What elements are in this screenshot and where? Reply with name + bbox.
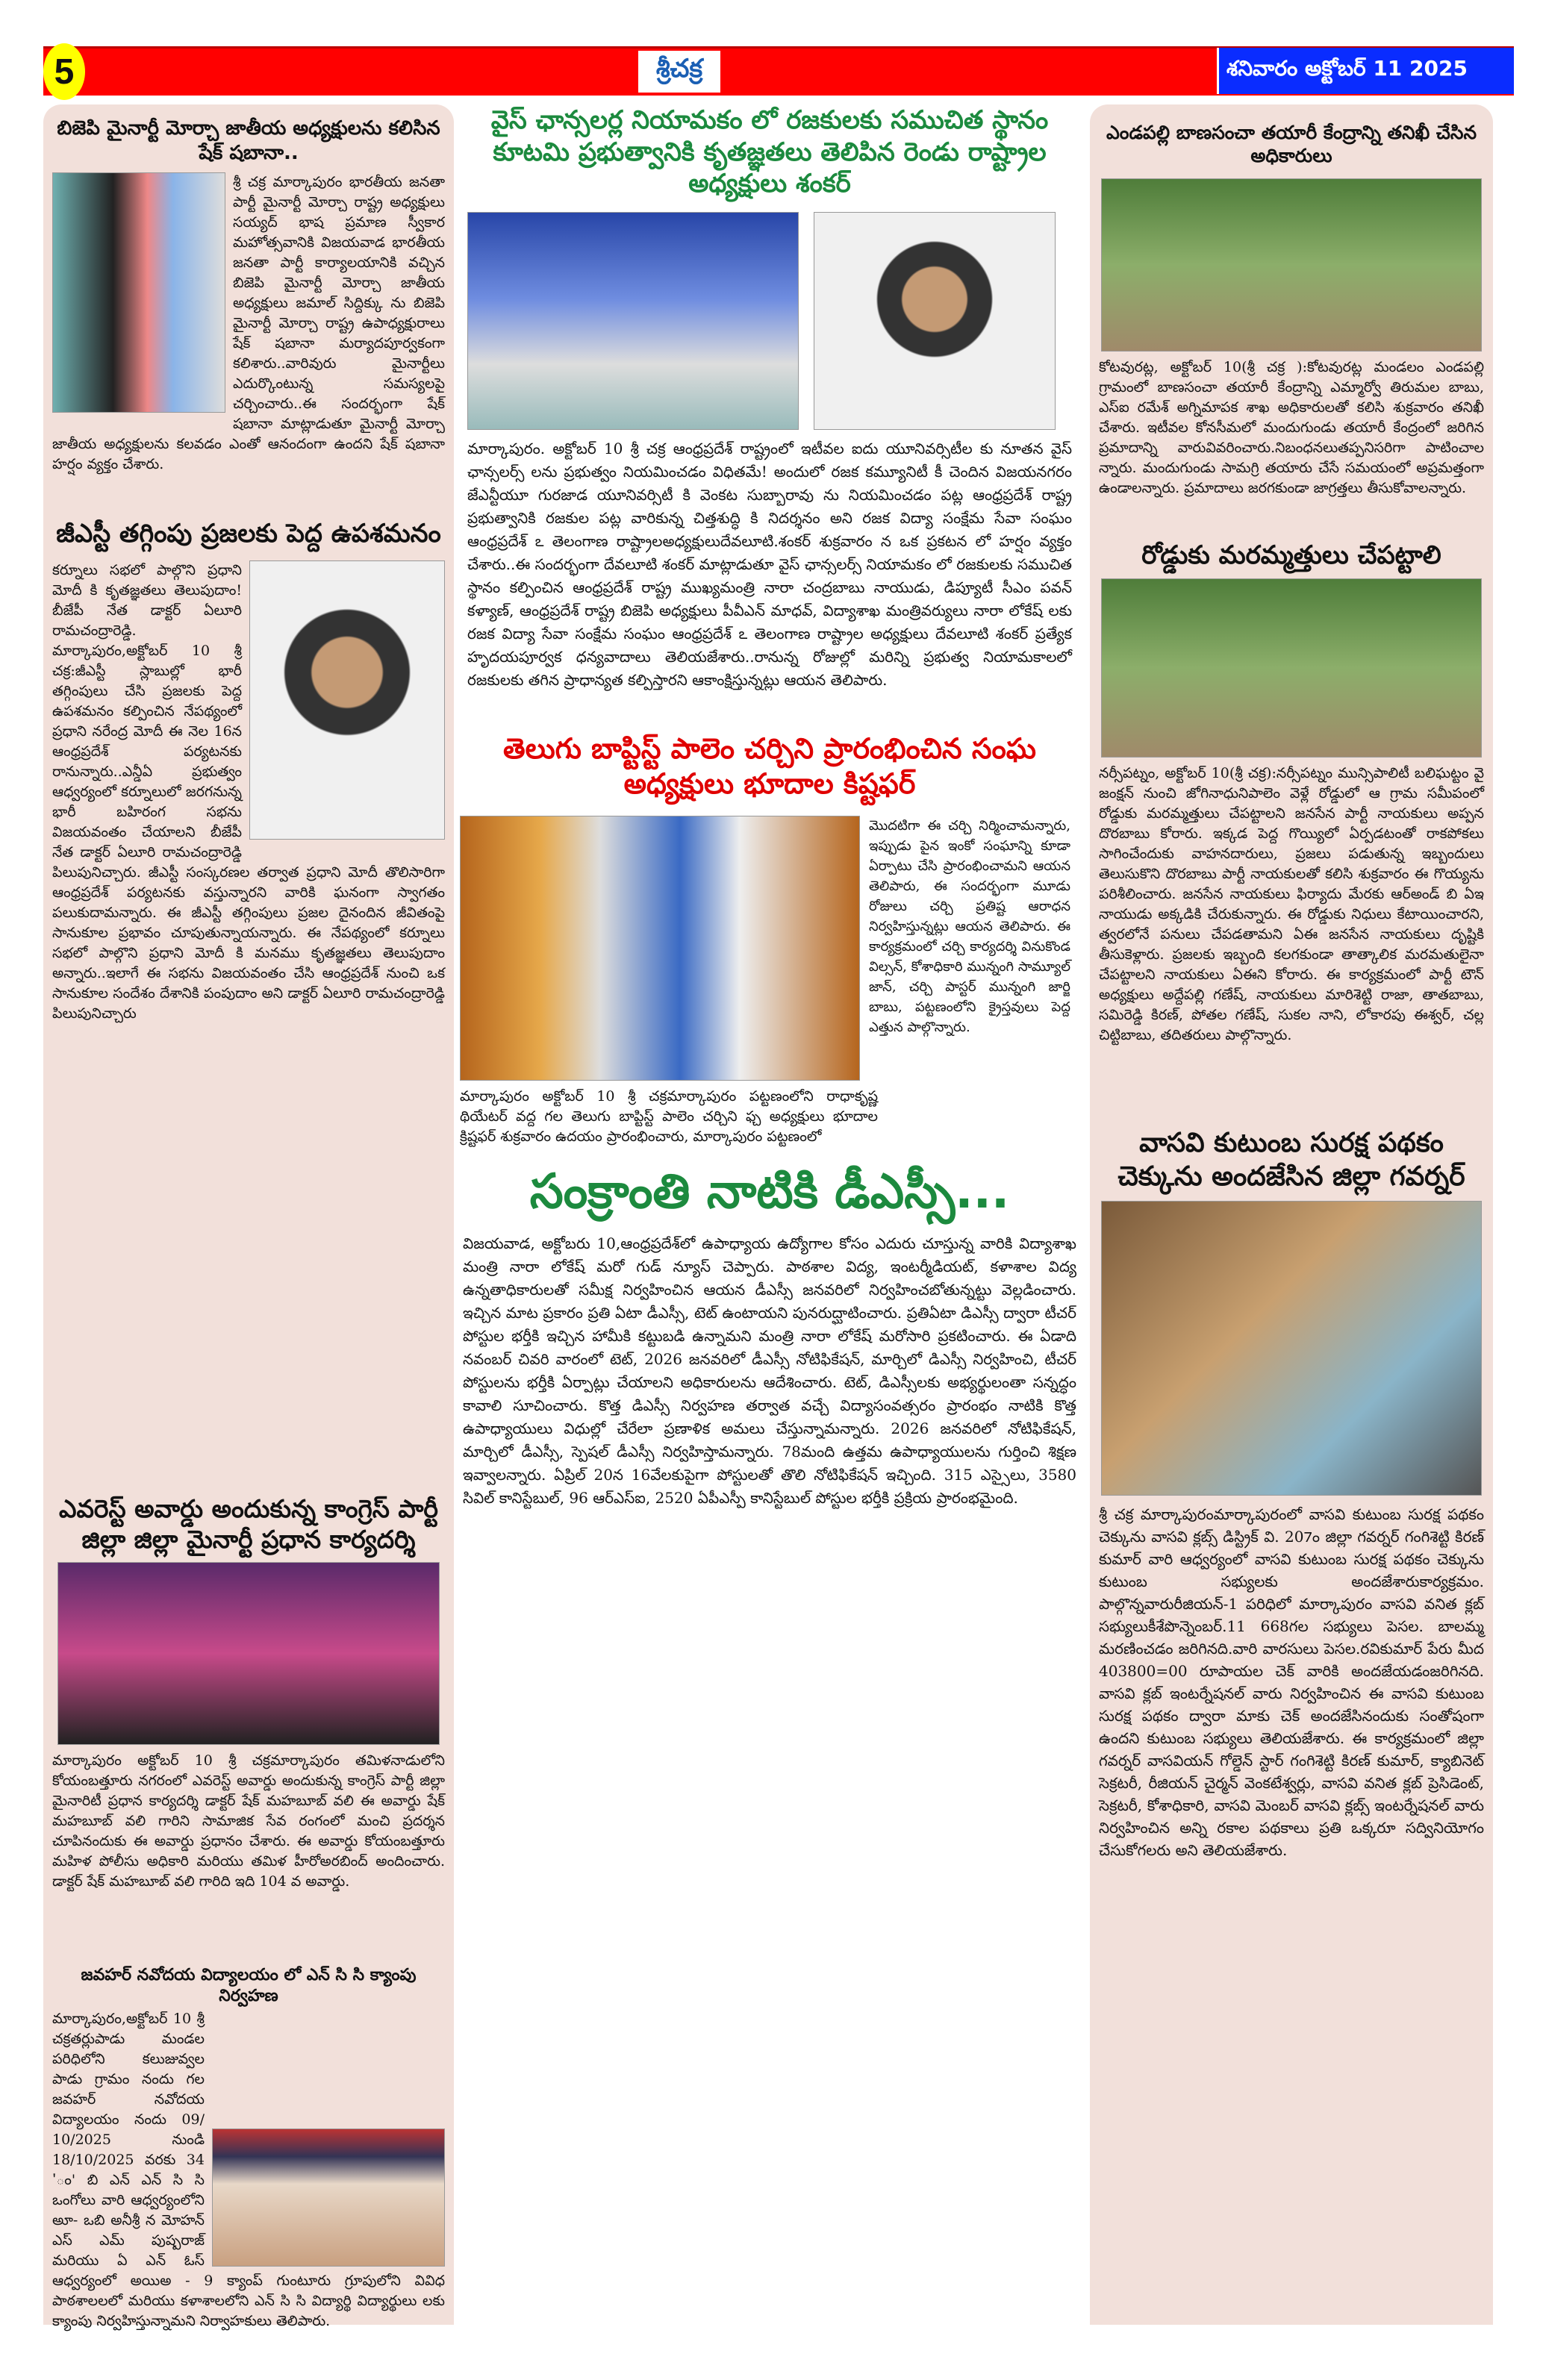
headline: జవహర్ నవోదయ విద్యాలయం లో ఎన్ సి సి క్యాంపు నిర్వహణ [81, 1966, 417, 2005]
issue-date: శనివారం అక్టోబర్ 11 2025 [1217, 48, 1514, 94]
ncc-camp-photo [212, 2128, 445, 2267]
article-body: మార్కాపురం అక్టోబర్ 10 శ్రీ చక్రమార్కాపురం తమిళనాడులోని కోయంబత్తూరు నగరంలో ఎవరెస్ట్ అవార్డు అందుకున్న కాంగ్రెస్ పార్టీ జిల్లా మైనారిటీ ప్రధాన కార్యదర్శి డాక్టర్ షేక్ మహబూబ్ వలి ఈ అవార్డు షేక్ మహబూబ్ వలి గారిని సామాజిక సేవ రంగంలో మంచి ప్రదర్శన చూపినందుకు ఈ అవార్డు ప్రధానం చేశారు. ఈ అవార్డు కోయంబత్తూరు మహిళ పోలీసు అధికారి మరియు తమిళ హీరోఅరబింద్ అందించారు. డాక్టర్ షేక్ మహబూబ్ వలి గారిది ఇది 104 వ అవార్డు. [52, 1752, 445, 1890]
article-body: శ్రీ చక్ర మార్కాపురం భారతీయ జనతా పార్టీ మైనార్టీ మోర్చా రాష్ట్ర అధ్యక్షులు సయ్యద్ భాష ప్రమాణ స్వీకార మహోత్సవానికి విజయవాడ భారతీయ జనతా పార్టీ కార్యాలయానికి వచ్చిన బిజెపి మైనార్టీ మోర్చా జాతీయ అధ్యక్షులు జమాల్ సిద్దిక్కు ను బిజెపి మైనార్టీ మోర్చా రాష్ట్ర ఉపాధ్యక్షురాలు షేక్ షబానా మర్యాదపూర్వకంగా కలిశారు..వారివురు మైనార్టీలు ఎదుర్కొంటున్న సమస్యలపై చర్చించారు..ఈ సందర్భంగా షేక్ షబానా మాట్లాడుతూ మైనార్టీ మోర్చా జాతీయ అధ్యక్షులను కలవడం ఎంతో ఆనందంగా ఉందని షేక్ షబానా హర్షం వ్యక్తం చేశారు. [52, 174, 445, 472]
portrait-photo [249, 560, 445, 840]
event-stage-photo [467, 212, 799, 430]
church-opening-photo [460, 816, 860, 1081]
portrait-photo [814, 212, 1056, 430]
center-column [460, 104, 1079, 2325]
headline: వైస్ ఛాన్సలర్ల నియామకం లో రజకులకు సముచిత స్థానం కూటమి ప్రభుత్వానికి కృతజ్ఞతలు తెలిపిన రెండు రాష్ట్రాల అధ్యక్షులు శంకర్ [490, 105, 1049, 199]
article-body: కోటవురట్ల, అక్టోబర్ 10(శ్రీ చక్ర ):కోటవురట్ల మండలం ఎండపల్లి గ్రామంలో బాణసంచా తయారీ కేంద్రాన్ని ఎమ్మార్వో తిరుమల బాబు, ఎస్ఐ రమేశ్ అగ్నిమాపక శాఖ అధికారులతో కలిసి శుక్రవారం తనిఖీ చేశారు. ఇటీవల కోనసీమలో మందుగుండు తయారీ కేంద్రంలో జరిగిన ప్రమాదాన్ని వారువివరించారు.నిబంధనలుతప్పనిసరిగా పాటించాల న్నారు. మందుగుండు సామగ్రి తయారు చేసే సమయంలో అప్రమత్తంగా ఉండాలన్నారు. ప్రమాదాలు జరగకుండా జాగ్రత్తలు తీసుకోవాలన్నారు. [1099, 358, 1484, 496]
headline: రోడ్డుకు మరమ్మత్తులు చేపట్టాలి [1141, 540, 1441, 570]
road-photo [1101, 578, 1482, 758]
photo-caption: మార్కాపురం అక్టోబర్ 10 శ్రీ చక్రమార్కాపురం పట్టణంలోని రాధాకృష్ణ థియేటర్ వద్ద గల తెలుగు బాప్టిస్ట్ పాలెం చర్చిని ఫ్చ అధ్యక్షులు భూదాల క్రిష్టఫర్ శుక్రవారం ఉదయం ప్రారంభించారు, మార్కాపురం పట్టణంలో [460, 1087, 878, 1145]
award-photo [57, 1562, 440, 1745]
article-body: మార్కాపురం. అక్టోబర్ 10 శ్రీ చక్ర ఆంధ్రప్రదేశ్ రాష్ట్రంలో ఇటీవల ఐదు యూనివర్సిటీల కు నూతన వైస్ ఛాన్సలర్స్ లను ప్రభుత్వం నియమించడం విధితమే! అందులో రజక కమ్యూనిటీ కీ చెందిన విజయనగరం జేఎన్టీయూ గురజాడ యూనివర్సిటీ కి వెంకట సుబ్బారావు ను నియమించడం పట్ల ఆంధ్రప్రదేశ్ రాష్ట్ర ప్రభుత్వానికి రజకుల పట్ల వారికున్న చిత్తశుద్ధి కి నిదర్శనం అని రజక విద్యా సంక్షేమ సేవా సంఘం ఆంధ్రప్రదేశ్ ఽ తెలంగాణ రాష్ట్రాలఅధ్యక్షులుదేవలూటి.శంకర్ శుక్రవారం న ఒక ప్రకటన లో హర్షం వ్యక్తం చేశారు..ఈ సందర్భంగా దేవలూటి శంకర్ మాట్లాడుతూ వైస్ ఛాన్సలర్స్ నియామకం లో రజకులకు సముచిత స్థానం కల్పించిన ఆంధ్రప్రదేశ్ రాష్ట్ర ముఖ్యమంత్రి నారా చంద్రబాబు నాయుడు, డిప్యూటీ సీఎం పవన్ కళ్యాణ్, ఆంధ్రప్రదేశ్ రాష్ట్ర బిజెపి అధ్యక్షులు పీవీఎన్ మాధవ్, విద్యాశాఖ మంత్రివర్యులు నారా లోకేష్ లకు రజక విద్యా సేవా సంక్షేమ సంఘం ఆంధ్రప్రదేశ్ ఽ తెలంగాణ రాష్ట్రాల అధ్యక్షులు దేవలూటి శంకర్ ప్రత్యేక హృదయపూర్వక ధన్యవాదాలు తెలియజేశారు..రానున్న రోజుల్లో మరిన్ని ప్రభుత్వ నియామకాలలో రజకులకు తగిన ప్రాధాన్యత కల్పిస్తారని ఆకాంక్షిస్తున్నట్లు ఆయన తెలిపారు. [467, 439, 1072, 689]
headline: సంక్రాంతి నాటికి డీఎస్సీ... [529, 1164, 1010, 1219]
article-side-text: మొదటిగా ఈ చర్చి నిర్మించామన్నారు, ఇప్పుడు పైన ఇంకో సంఘాన్ని కూడా ఏర్పాటు చేసి ప్రారంభించామని ఆయన తెలిపారు, ఈ సందర్భంగా మూడు రోజులు చర్చి ప్రతిష్ట ఆరాధన నిర్వహిస్తున్నట్లు ఆయన తెలిపారు. ఈ కార్యక్రమంలో చర్చి కార్యదర్శి వినుకొండ విల్సన్, కోశాధికారి మున్నంగి సామ్యూల్ జాన్, చర్చి పాస్టర్ మున్నంగి జార్జి బాబు, పట్టణంలోని క్రైస్తవులు పెద్ద ఎత్తున పాల్గొన్నారు. [869, 817, 1070, 1035]
article-body: నర్సీపట్నం, అక్టోబర్ 10(శ్రీ చక్ర):నర్సీపట్నం మున్సిపాలిటీ బలిఘట్టం వై జంక్షన్ నుంచి జోగినాధునిపాలెం వెళ్లే రోడ్డులో ఆ గ్రామ సమీపంలో రోడ్డుకు మరమ్మత్తులు చేపట్టాలని జనసేన పార్టీ నాయకులు అప్పన దొరబాబు కోరారు. ఇక్కడ పెద్ద గొయ్యిలో ఏర్పడటంతో రాకపోకలు సాగించేందుకు వాహనదారులు, ప్రజలు పడుతున్న ఇబ్బందులు తెలుసుకొని దొరబాబు పార్టీ నాయకులతో కలిసి శుక్రవారం ఈ గొయ్యను పరిశీలించారు. జనసేన నాయకులు ఫిర్యాదు మేరకు ఆర్అండ్ బి ఏఇ నాయుడు అక్కడికి చేరుకున్నారు. ఈ రోడ్డుకు నిధులు కేటాయించారని, త్వరలోనే పనులు చేపడతామని ఏఈ జనసేన నాయకులు దృష్టికి తీసుకెళ్లారు. ప్రజలకు ఇబ్బంది కలగకుండా తాత్కాలిక మరమతులైనా చేపట్టాలని నాయకులు ఏఈని కోరారు. ఈ కార్యక్రమంలో పార్టీ టౌన్ అధ్యక్షులు అద్దేపల్లి గణేష్, నాయకులు మారిశెట్టి రాజా, తాతబాబు, సమిరెడ్డి కిరణ్, పోతల గణేష్, సుకల నాని, లోకారపు ఈశ్వర్, చల్ల చిట్టిబాబు, తదితరులు పాల్గొన్నారు. [1099, 765, 1484, 1043]
headline: తెలుగు బాప్టిస్ట్ పాలెం చర్చిని ప్రారంభించిన సంఘ అధ్యక్షులు భూదాల కిష్టఫర్ [503, 731, 1036, 800]
left-column [43, 104, 454, 2329]
right-column [1090, 104, 1493, 2325]
headline: జీఎస్టీ తగ్గింపు ప్రజలకు పెద్ద ఉపశమనం [56, 519, 441, 549]
newspaper-logo: శ్రీచక్ర [638, 51, 720, 93]
article-body: విజయవాడ, అక్టోబరు 10,ఆంధ్రప్రదేశ్‌లో ఉపాధ్యాయ ఉద్యోగాల కోసం ఎదురు చూస్తున్న వారికి విద్యాశాఖ మంత్రి నారా లోకేష్ మరో గుడ్ న్యూస్ చెప్పారు. పాఠశాల విద్య, ఇంటర్మీడియట్, కళాశాల విద్య ఉన్నతాధికారులతో సమీక్ష నిర్వహించిన ఆయన డీఎస్సీ జనవరిలో నిర్వహించబోతున్నట్టు వెల్లడించారు. ఇచ్చిన మాట ప్రకారం ప్రతి ఏటా డీఎస్సీ, టెట్ ఉంటాయని పునరుద్ఘాటించారు. ప్రతిఏటా డిఎస్సీ ద్వారా టీచర్ పోస్టుల భర్తీకి ఇచ్చిన హామీకి కట్టుబడి ఉన్నామని మంత్రి నారా లోకేష్ మరోసారి ప్రకటించారు. ఈ ఏడాది నవంబర్ చివరి వారంలో టెట్, 2026 జనవరిలో డీఎస్సీ నోటిఫికేషన్, మార్చిలో డిఎస్సీ నిర్వహించి, టీచర్ పోస్టులను భర్తీకి ఏర్పాట్లు చేయాలని అధికారులను ఆదేశించారు. టెట్, డిఎస్సీలకు అభ్యర్థులంతా సన్నద్ధం కావాలి సూచించారు. కొత్త డిఎస్సీ నిర్వహణ తర్వాత వచ్చే విద్యాసంవత్సరం ప్రారంభం నాటికి కొత్త ఉపాధ్యాయులు విధుల్లో చేరేలా ప్రణాళిక అమలు చేస్తున్నామన్నారు. 2026 జనవరిలో నోటిఫికేషన్, మార్చిలో డీఎస్సీ, స్పెషల్ డీఎస్సీ నిర్వహిస్తామన్నారు. 78మంది ఉత్తమ ఉపాధ్యాయులను గుర్తించి శిక్షణ ఇవ్వాలన్నారు. ఏప్రిల్ 20న 16వేలకుపైగా పోస్టులతో తొలి నోటిఫికేషన్ ఇచ్చింది. 315 ఎస్సైలు, 3580 సివిల్ కానిస్టేబుల్, 96 ఆర్ఎస్ఐ, 2520 ఏపీఎస్పీ కానిస్టేబుల్ పోస్టుల భర్తీకి ప్రక్రియ ప్రారంభమైంది. [463, 1234, 1076, 1507]
meeting-photo [52, 172, 225, 413]
article-body: కర్నూలు సభలో పాల్గొని ప్రధాని మోదీ కి కృతజ్ఞతలు తెలుపుదాం! బీజేపీ నేత డాక్టర్ ఏలూరి రామచంద్రారెడ్డి. మార్కాపురం,అక్టోబర్ 10 శ్రీ చక్ర:జీఎస్టీ స్లాబుల్లో భారీ తగ్గింపులు చేసి ప్రజలకు పెద్ద ఉపశమనం కల్పించిన నేపథ్యంలో ప్రధాని నరేంద్ర మోదీ ఈ నెల 16న ఆంధ్రప్రదేశ్ పర్యటనకు రానున్నారు..ఎన్డీఏ ప్రభుత్వం ఆధ్వర్యంలో కర్నూలులో జరగనున్న భారీ బహిరంగ సభను విజయవంతం చేయాలని బీజేపీ నేత డాక్టర్ ఏలూరి రామచంద్రారెడ్డి పిలుపునిచ్చారు. జీఎస్టీ సంస్కరణల తర్వాత ప్రధాని మోదీ తొలిసారిగా ఆంధ్రప్రదేశ్ పర్యటనకు వస్తున్నారని వారికి ఘనంగా స్వాగతం పలుకుదామన్నారు. ఈ జీఎస్టీ తగ్గింపులు ప్రజల దైనందిన జీవితంపై సానుకూల ప్రభావం చూపుతున్నాయన్నారు. ఈ నేపథ్యంలో కర్నూలు సభలో పాల్గొని ప్రధాని మోదీ కి మనము కృతజ్ఞతలు తెలుపుదాం అన్నారు..ఇలాగే ఈ సభను విజయవంతం చేసి ఆంధ్రప్రదేశ్ నుంచి ఒక సానుకూల సందేశం దేశానికి పంపుదాం అని డాక్టర్ ఏలూరి రామచంద్రారెడ్డి పిలుపునిచ్చారు [52, 561, 445, 1022]
headline: ఎండపల్లి బాణసంచా తయారీ కేంద్రాన్ని తనిఖీ చేసిన అధికారులు [1106, 122, 1477, 167]
headline: వాసవి కుటుంబ సురక్ష పథకం చెక్కును అందజేసిన జిల్లా గవర్నర్ [1117, 1128, 1465, 1192]
inspection-photo [1101, 178, 1482, 352]
article-body: శ్రీ చక్ర మార్కాపురంమార్కాపురంలో వాసవి కుటుంబ సురక్ష పథకం చెక్కును వాసవి క్లబ్స్ డిస్ట్రిక్ వి. 207ం జిల్లా గవర్నర్ గంగిశెట్టి కిరణ్ కుమార్ వారి ఆధ్వర్యంలో వాసవి కుటుంబ సురక్ష పథకం చెక్కును కుటుంబ సభ్యులకు అందజేశారుకార్యక్రమం. పాల్గొన్నవారురీజియన్-1 పరిధిలో మార్కాపురం వాసవి వనిత క్లబ్ సభ్యులుకీశేపొన్నెంబర్.11 668గల సభ్యులు పెసల. బాలమ్మ మరణించడం జరిగినది.వారి వారసులు పెసల.రవికుమార్ పేరు మీద 403800=00 రూపాయల చెక్ వారికి అందజేయడంజరిగినది. వాసవి క్లబ్ ఇంటర్నేషనల్ వారు నిర్వహించిన ఈ వాసవి కుటుంబ సురక్ష పథకం ద్వారా మాకు చెక్ అందజేసినందుకు సంతోషంగా ఉందని కుటుంబ సభ్యులు తెలియజేశారు. ఈ కార్యక్రమంలో జిల్లా గవర్నర్ వాసవియన్ గోల్డెన్ స్టార్ గంగిశెట్టి కిరణ్ కుమార్, క్యాబినెట్ సెక్రటరీ, రీజియన్ చైర్మన్ వెంకటేశ్వర్లు, వాసవి వనిత క్లబ్ ప్రెసిడెంట్, సెక్రటరీ, కోశాధికారి, వాసవి మెంబర్ వాసవి క్లబ్స్ ఇంటర్నేషనల్ వారు నిర్వహించిన అన్ని రకాల పథకాలు ప్రతి ఒక్కరూ సద్వినియోగం చేసుకోగలరు అని తెలియజేశారు. [1099, 1505, 1484, 1859]
page-number-badge: 5 [43, 43, 85, 100]
cheque-handover-photo [1101, 1201, 1482, 1496]
headline: బిజెపి మైనార్టీ మోర్చా జాతీయ అధ్యక్షులను కలిసిన షేక్ షబానా.. [57, 117, 440, 164]
article-body: మార్కాపురం,అక్టోబర్ 10 శ్రీ చక్రతర్లుపాడు మండల పరిధిలోని కలుజువ్వల పాడు గ్రామం నందు గల జవహర్ నవోదయ విద్యాలయం నందు 09/ 10/2025 నుండి 18/10/2025 వరకు 34 'ం' బి ఎన్ ఎన్ సి సి ఒంగోలు వారి ఆధ్వర్యంలోని అూ- ఒబి అనీశ్రీ న మోహన్ ఎస్ ఎమ్ పుష్పరాజ్ మరియు ఏ ఎన్ ఓస్ ఆధ్వర్యంలో అయిఅ - 9 క్యాంప్ గుంటూరు గ్రూపులోని వివిధ పాఠశాలలలో మరియు కళాశాలలోని ఎన్ సి సి విద్యార్థి విద్యార్థులు లకు క్యాంపు నిర్వహిస్తున్నామని నిర్వాహకులు తెలిపారు. [52, 2011, 445, 2329]
headline: ఎవరెస్ట్ అవార్డు అందుకున్న కాంగ్రెస్ పార్టీ జిల్లా జిల్లా మైనార్టీ ప్రధాన కార్యదర్శి [58, 1493, 439, 1554]
